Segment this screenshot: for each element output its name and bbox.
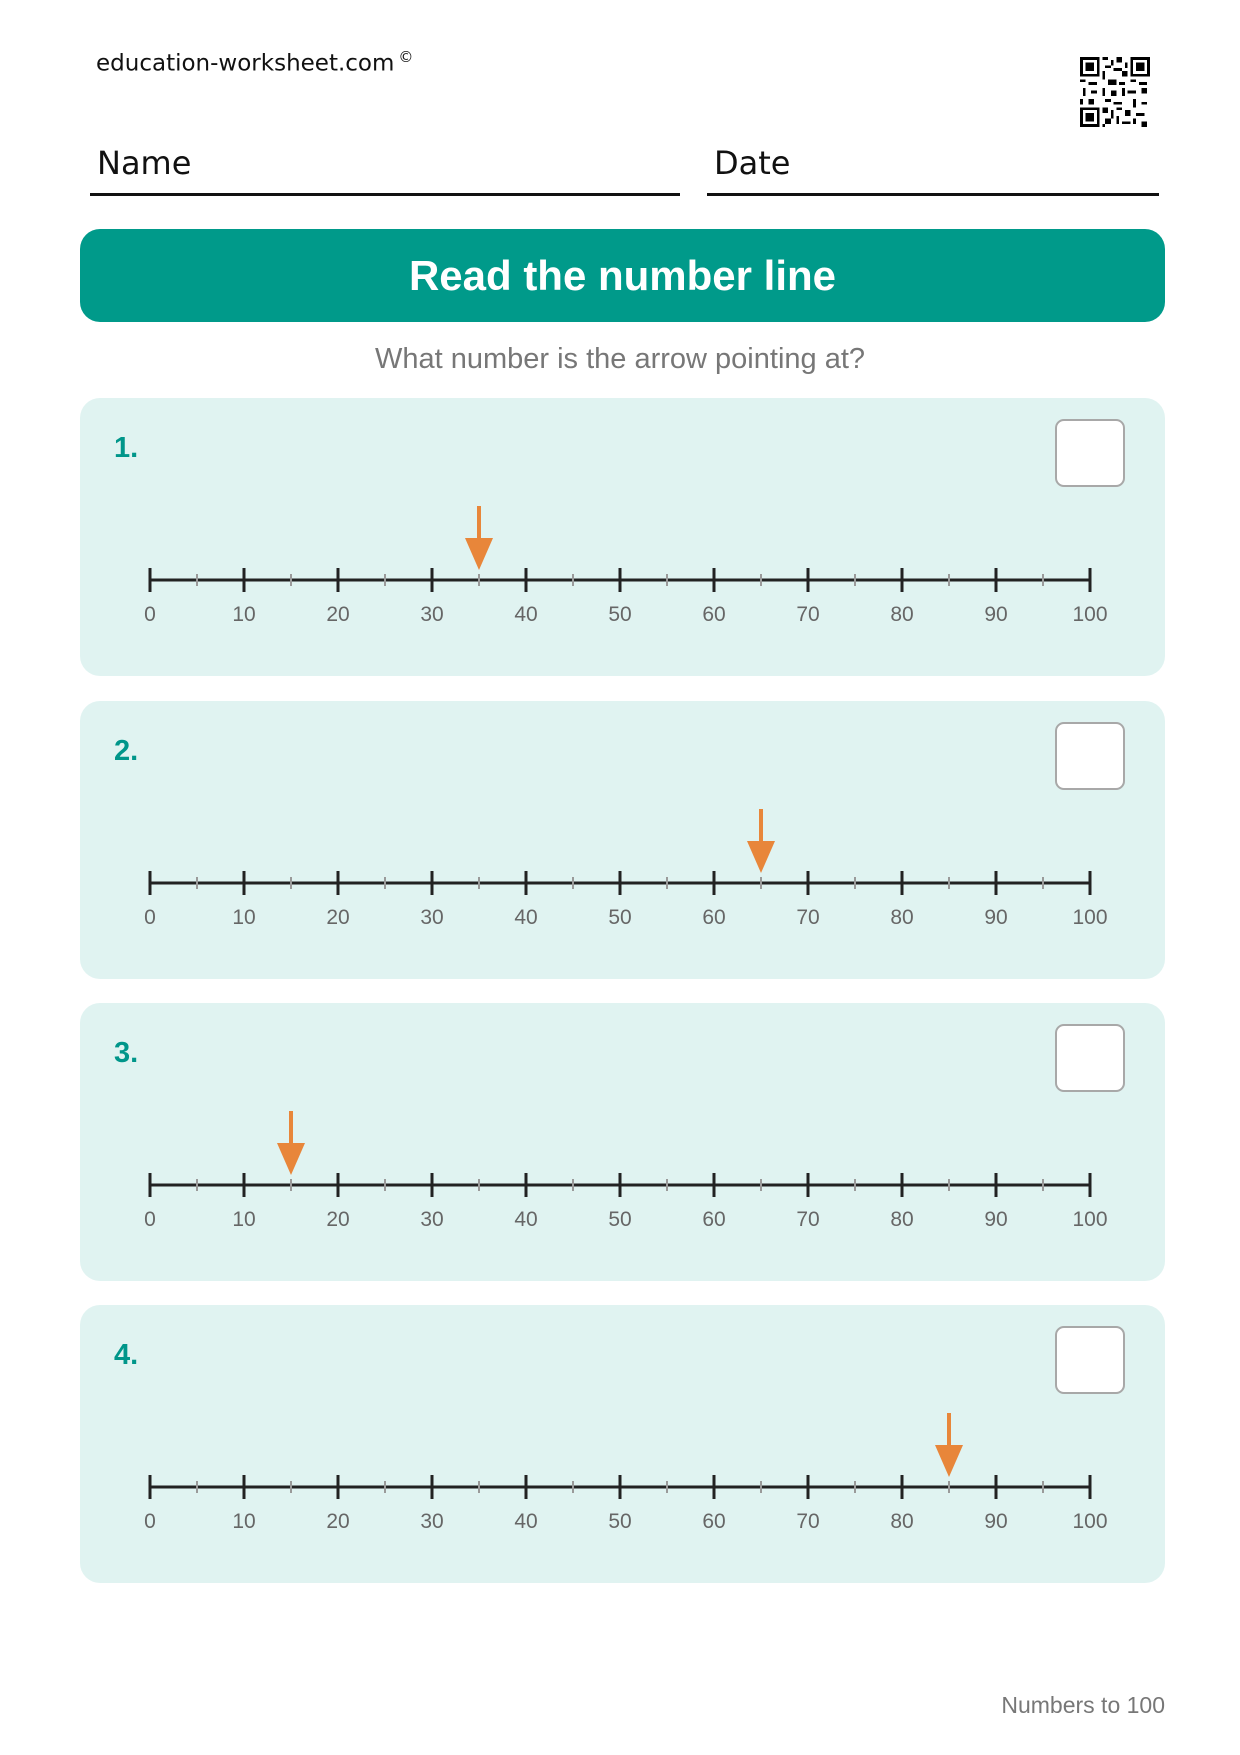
tick-label: 10 <box>232 906 256 929</box>
tick-label: 40 <box>514 603 538 626</box>
tick-label: 10 <box>232 1208 256 1231</box>
tick-label: 80 <box>890 1510 914 1533</box>
tick-label: 60 <box>702 1208 726 1231</box>
tick-label: 30 <box>420 1510 444 1533</box>
question-card <box>80 1003 1165 1281</box>
tick-label: 50 <box>608 1208 632 1231</box>
tick-label: 20 <box>326 603 350 626</box>
tick-label: 40 <box>514 906 538 929</box>
tick-label: 30 <box>420 906 444 929</box>
footer-topic: Numbers to 100 <box>1001 1692 1165 1718</box>
question-number: 1. <box>114 432 139 464</box>
number-line <box>80 701 1165 979</box>
tick-label: 50 <box>608 603 632 626</box>
number-line <box>80 1003 1165 1281</box>
tick-label: 0 <box>144 1510 156 1533</box>
tick-label: 100 <box>1072 906 1108 929</box>
tick-label: 50 <box>608 1510 632 1533</box>
number-line <box>80 398 1165 676</box>
tick-label: 70 <box>796 603 820 626</box>
tick-label: 40 <box>514 1208 538 1231</box>
tick-label: 60 <box>702 906 726 929</box>
tick-label: 0 <box>144 1208 156 1231</box>
title-banner <box>80 229 1165 322</box>
site-name: education-worksheet.com <box>96 50 395 77</box>
arrow-head <box>277 1143 305 1175</box>
tick-label: 60 <box>702 603 726 626</box>
question-card <box>80 398 1165 676</box>
tick-label: 0 <box>144 603 156 626</box>
question-card <box>80 701 1165 979</box>
question-number: 3. <box>114 1037 139 1069</box>
tick-label: 40 <box>514 1510 538 1533</box>
question-number: 2. <box>114 735 139 767</box>
tick-label: 20 <box>326 1208 350 1231</box>
name-field[interactable] <box>90 140 680 196</box>
arrow-head <box>747 841 775 873</box>
tick-label: 90 <box>984 1208 1008 1231</box>
tick-label: 90 <box>984 603 1008 626</box>
tick-label: 90 <box>984 906 1008 929</box>
tick-label: 80 <box>890 1208 914 1231</box>
question-number: 4. <box>114 1339 139 1371</box>
tick-label: 100 <box>1072 603 1108 626</box>
tick-label: 60 <box>702 1510 726 1533</box>
tick-label: 70 <box>796 1510 820 1533</box>
tick-label: 80 <box>890 603 914 626</box>
arrow-head <box>935 1445 963 1477</box>
number-line <box>80 1305 1165 1583</box>
tick-label: 70 <box>796 1208 820 1231</box>
tick-label: 50 <box>608 906 632 929</box>
tick-label: 20 <box>326 1510 350 1533</box>
instruction-text: What number is the arrow pointing at? <box>374 343 866 375</box>
tick-label: 80 <box>890 906 914 929</box>
tick-label: 0 <box>144 906 156 929</box>
tick-label: 10 <box>232 1510 256 1533</box>
date-label: Date <box>714 144 791 182</box>
copyright-symbol: © <box>398 48 414 66</box>
site-watermark <box>96 48 413 77</box>
tick-label: 100 <box>1072 1208 1108 1231</box>
tick-label: 30 <box>420 603 444 626</box>
tick-label: 30 <box>420 1208 444 1231</box>
date-field[interactable] <box>707 140 1159 196</box>
tick-label: 100 <box>1072 1510 1108 1533</box>
tick-label: 90 <box>984 1510 1008 1533</box>
qr-code-icon <box>1080 57 1150 127</box>
tick-label: 70 <box>796 906 820 929</box>
question-card <box>80 1305 1165 1583</box>
tick-label: 10 <box>232 603 256 626</box>
worksheet-title: Read the number line <box>408 251 837 299</box>
tick-label: 20 <box>326 906 350 929</box>
name-label: Name <box>97 144 192 182</box>
arrow-head <box>465 538 493 570</box>
